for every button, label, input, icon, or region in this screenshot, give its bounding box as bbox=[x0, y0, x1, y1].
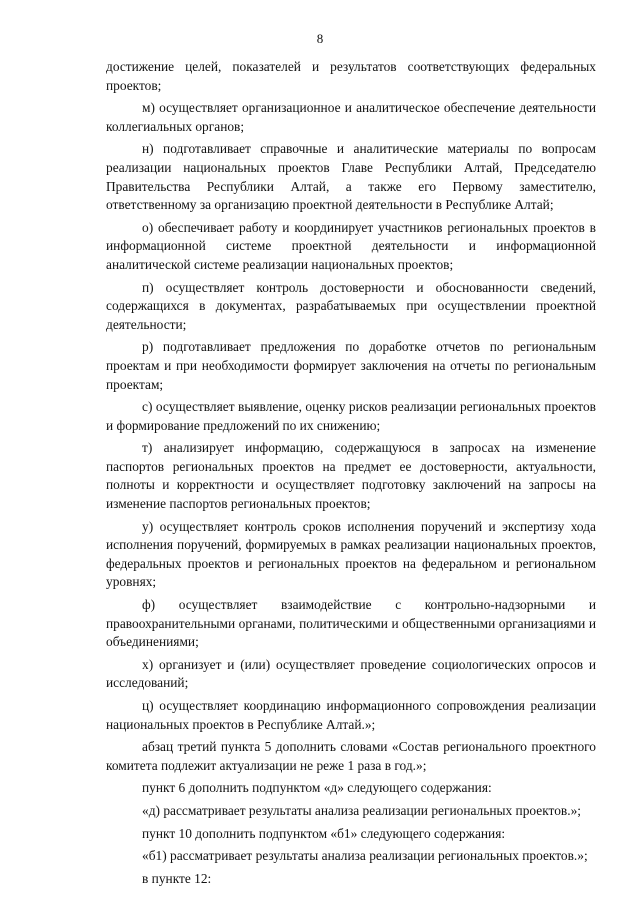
paragraph-point-12: в пункте 12: bbox=[142, 870, 212, 886]
paragraph-continuation: достижение целей, показателей и результатов соответствующих федеральных проектов; bbox=[106, 59, 596, 93]
paragraph-item-p: п) осуществляет контроль достоверности и обоснованности сведений, содержащихся в документах, разрабатываемых при осуществлении проектной деятельности; bbox=[106, 279, 596, 332]
paragraph-item-n: н) подготавливает справочные и аналитические материалы по вопросам реализации национальных проектов Главе Республики Алтай, Председателю Правительства Республики Алтай, а также его Первому заместителю, ответственному за организацию проектной деятельности в Республике Алтай; bbox=[106, 141, 596, 213]
paragraph-item-h: х) организует и (или) осуществляет проведение социологических опросов и исследований; bbox=[106, 656, 596, 691]
paragraph-item-s: с) осуществляет выявление, оценку рисков реализации региональных проектов и формирование предложений по их снижению; bbox=[106, 399, 596, 433]
paragraph-amendment-point-6: пункт 6 дополнить подпунктом «д» следующего содержания: bbox=[142, 780, 492, 796]
paragraph-amendment-point-10: пункт 10 дополнить подпунктом «б1» следующего содержания: bbox=[142, 825, 506, 841]
paragraph-subpoint-d: «д) рассматривает результаты анализа реализации региональных проектов.»; bbox=[142, 802, 581, 818]
paragraph-item-ts: ц) осуществляет координацию информационного сопровождения реализации национальных проектов в Республике Алтай.»; bbox=[106, 698, 596, 732]
paragraph-item-r: р) подготавливает предложения по доработке отчетов по региональным проектам и при необходимости формирует заключения на отчеты по региональным проектам; bbox=[106, 339, 596, 392]
page-number: 8 bbox=[316, 31, 324, 46]
paragraph-item-u: у) осуществляет контроль сроков исполнения поручений и экспертизу хода исполнения поручений, формируемых в рамках реализации национальных проектов, федеральных проектов и региональных проектов на федеральном и региональном уровнях; bbox=[106, 518, 596, 590]
paragraph-subpoint-b1: «б1) рассматривает результаты анализа реализации региональных проектов.»; bbox=[142, 848, 588, 864]
paragraph-amendment-point-5: абзац третий пункта 5 дополнить словами «Состав регионального проектного комитета подлежит актуализации не реже 1 раза в год.»; bbox=[106, 739, 596, 773]
paragraph-item-o: о) обеспечивает работу и координирует участников региональных проектов в информационной системе проектной деятельности и информационной аналитической системе реализации национальных проектов; bbox=[106, 219, 596, 272]
document-body bbox=[106, 58, 596, 892]
paragraph-item-t: т) анализирует информацию, содержащуюся в запросах на изменение паспортов региональных проектов на предмет ее достоверности, актуальности, полноты и корректности и осуществляет подготовку заключений на запросы на изменение паспортов региональных проектов; bbox=[106, 440, 596, 512]
paragraph-item-m: м) осуществляет организационное и аналитическое обеспечение деятельности коллегиальных органов; bbox=[106, 100, 596, 134]
paragraph-item-f: ф) осуществляет взаимодействие с контрольно-надзорными и правоохранительными органами, политическими и общественными организациями и объединениями; bbox=[106, 597, 596, 650]
